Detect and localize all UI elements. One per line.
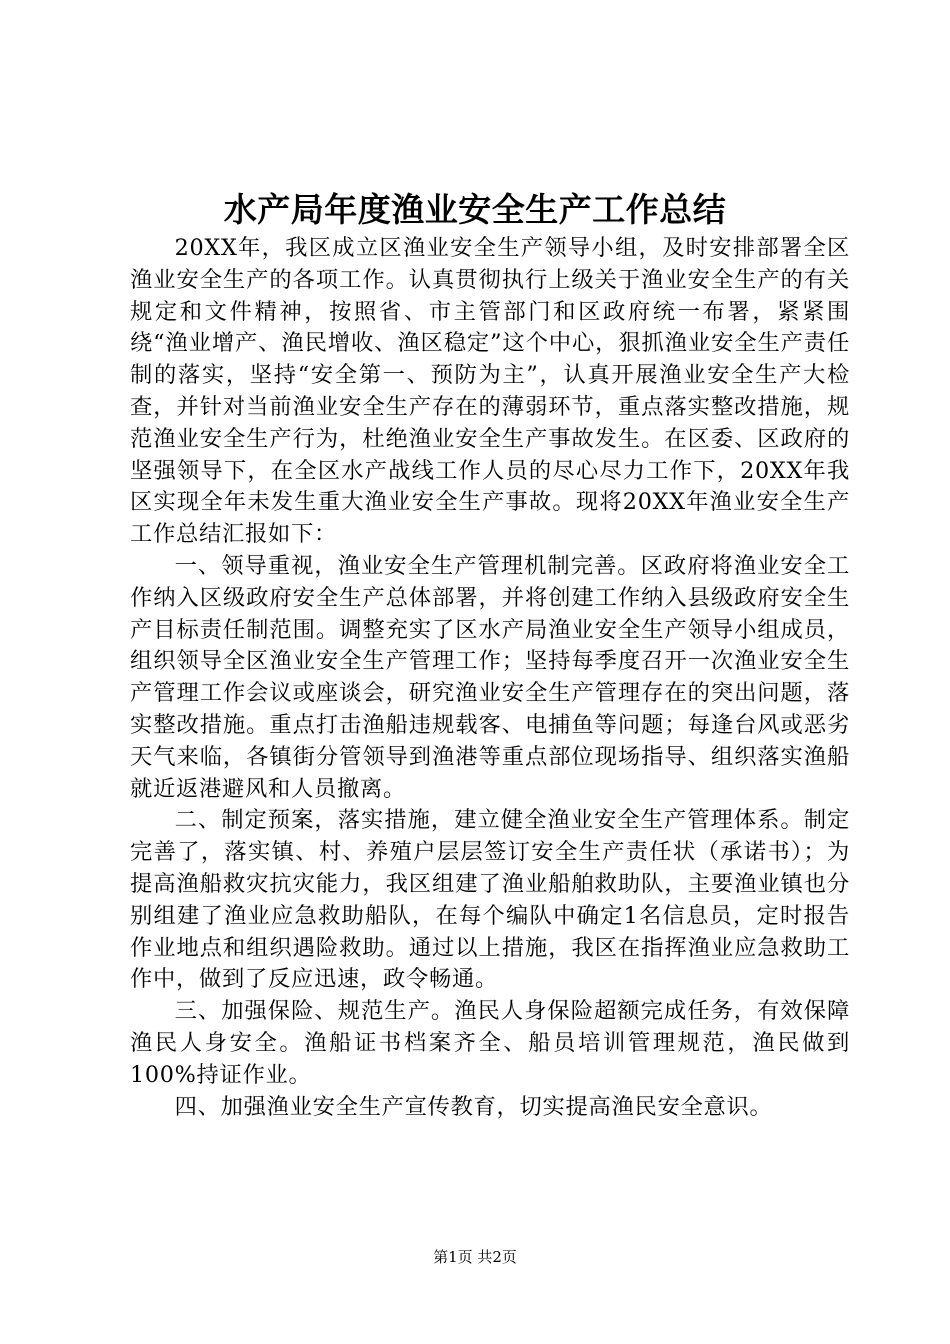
paragraph-section-3: 三、加强保险、规范生产。渔民人身保险超额完成任务，有效保障渔民人身安全。渔船证书档案齐全、船员培训管理规范，渔民做到100%持证作业。 xyxy=(130,998,850,1088)
page-number-footer: 第1页 共2页 xyxy=(433,1248,517,1266)
paragraph-section-4: 四、加强渔业安全生产宣传教育，切实提高渔民安全意识。 xyxy=(174,1093,773,1120)
document-body xyxy=(130,233,850,1123)
paragraph-intro: 20XX年，我区成立区渔业安全生产领导小组，及时安排部署全区渔业安全生产的各项工作。认真贯彻执行上级关于渔业安全生产的有关规定和文件精神，按照省、市主管部门和区政府统一布署，紧紧围绕“渔业增产、渔民增收、渔区稳定”这个中心，狠抓渔业安全生产责任制的落实，坚持“安全第一、预防为主”，认真开展渔业安全生产大检查，并针对当前渔业安全生产存在的薄弱环节，重点落实整改措施，规范渔业安全生产行为，杜绝渔业安全生产事故发生。在区委、区政府的坚强领导下，在全区水产战线工作人员的尽心尽力工作下，20XX年我区实现全年未发生重大渔业安全生产事故。现将20XX年渔业安全生产工作总结汇报如下： xyxy=(130,235,850,548)
paragraph-section-2: 二、制定预案，落实措施，建立健全渔业安全生产管理体系。制定完善了，落实镇、村、养殖户层层签订安全生产责任状（承诺书）；为提高渔船救灾抗灾能力，我区组建了渔业船舶救助队，主要渔业镇也分别组建了渔业应急救助船队，在每个编队中确定1名信息员，定时报告作业地点和组织遇险救助。通过以上措施，我区在指挥渔业应急救助工作中，做到了反应迅速，政令畅通。 xyxy=(130,807,850,993)
paragraph-section-1: 一、领导重视，渔业安全生产管理机制完善。区政府将渔业安全工作纳入区级政府安全生产总体部署，并将创建工作纳入县级政府安全生产目标责任制范围。调整充实了区水产局渔业安全生产领导小组成员，组织领导全区渔业安全生产管理工作；坚持每季度召开一次渔业安全生产管理工作会议或座谈会，研究渔业安全生产管理存在的突出问题，落实整改措施。重点打击渔船违规载客、电捕鱼等问题；每逢台风或恶劣天气来临，各镇街分管领导到渔港等重点部位现场指导、组织落实渔船就近返港避风和人员撤离。 xyxy=(130,552,850,802)
document-title: 水产局年度渔业安全生产工作总结 xyxy=(223,190,727,229)
